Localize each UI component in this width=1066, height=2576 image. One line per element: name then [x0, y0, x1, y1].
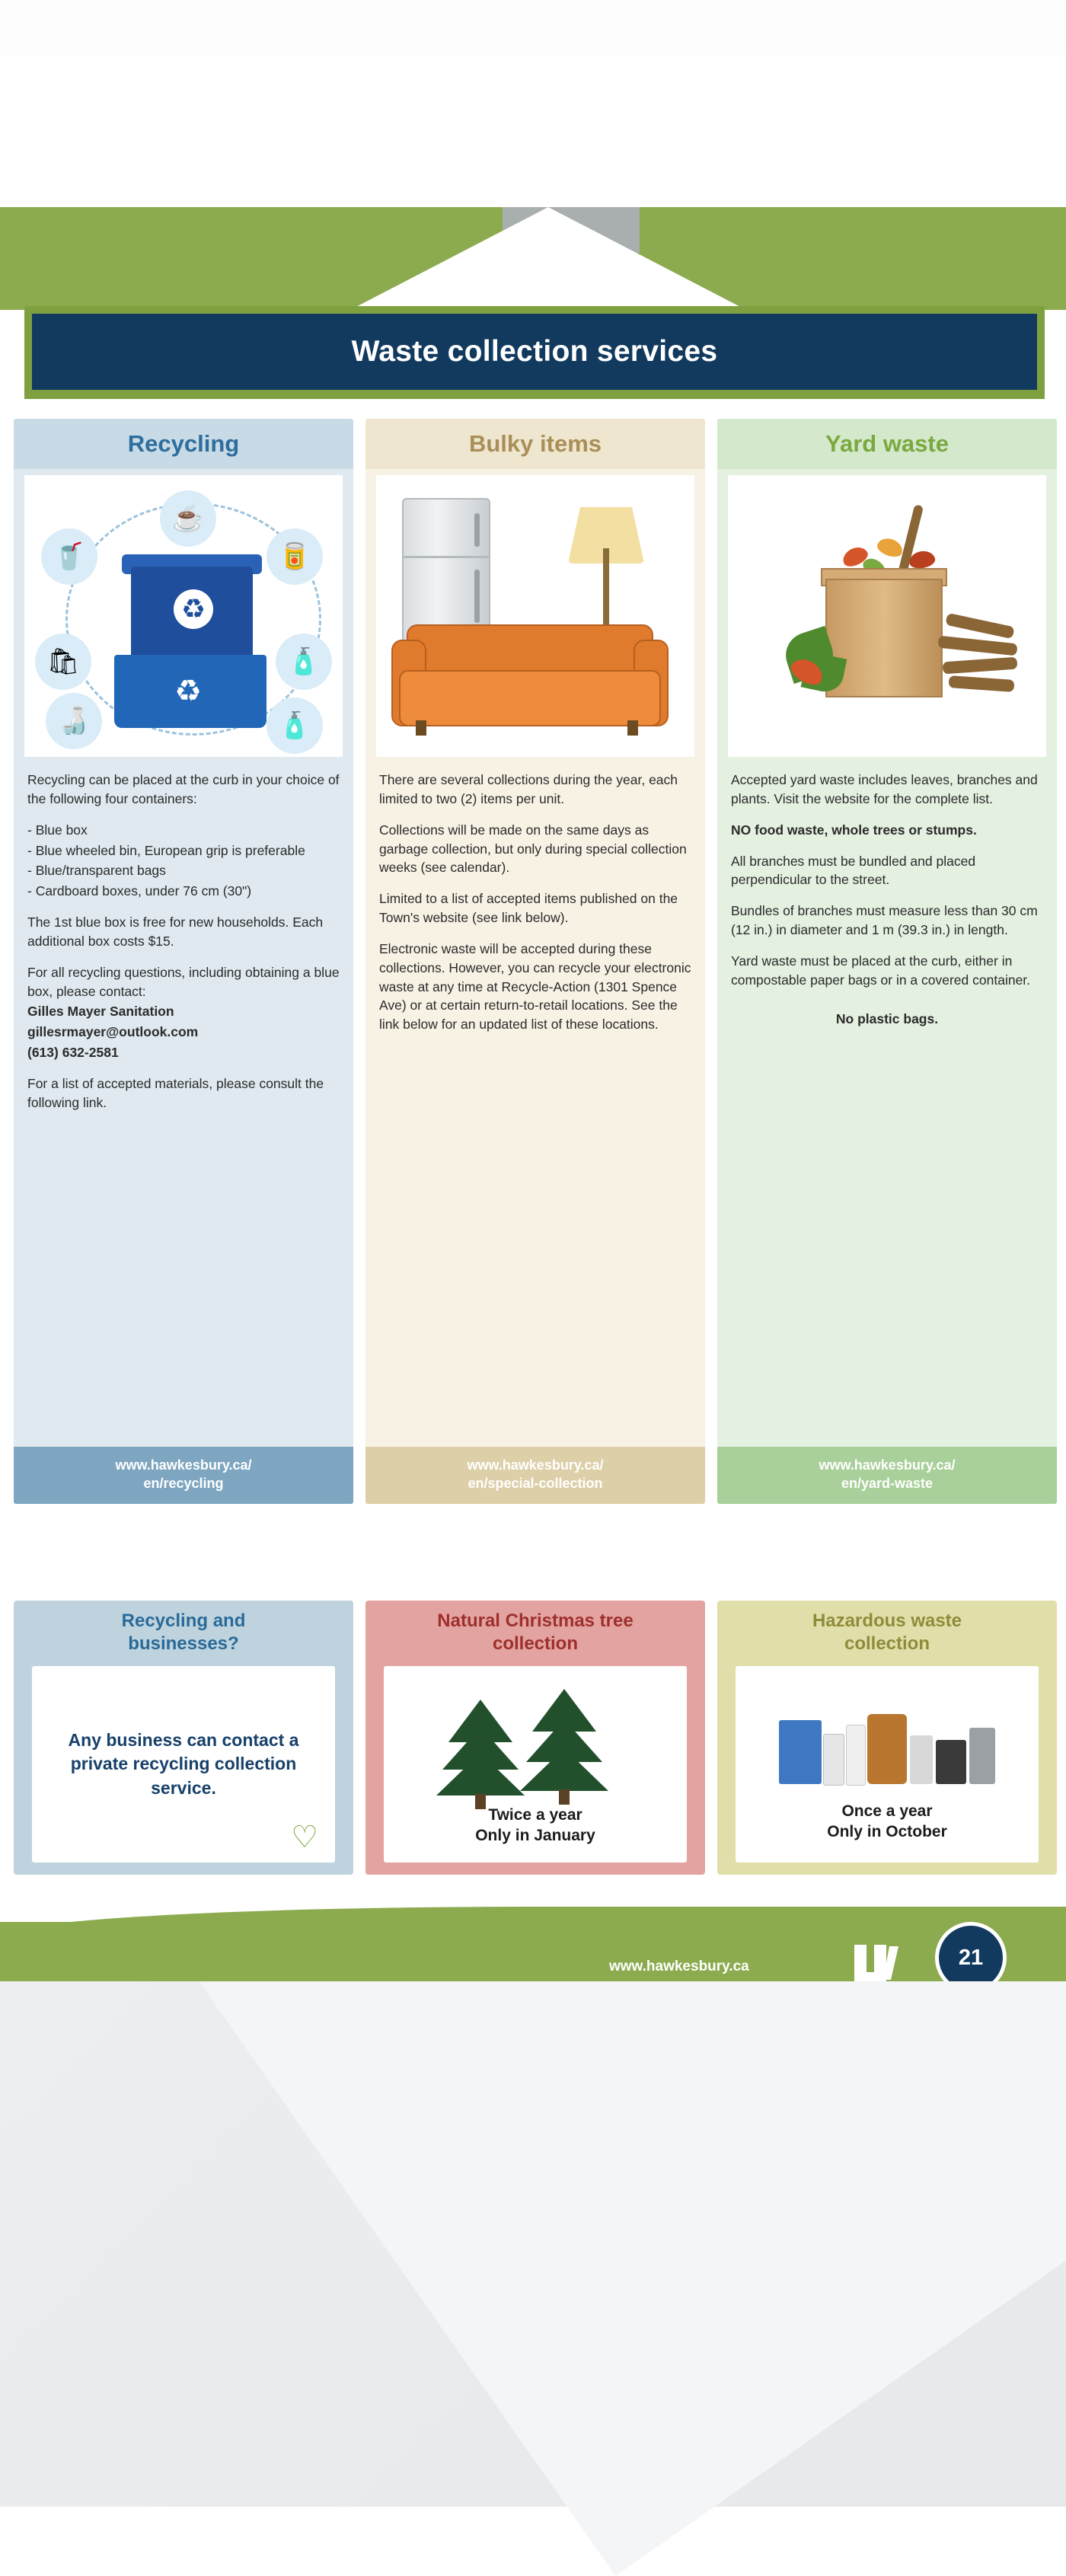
bulky-para-4: Electronic waste will be accepted during these collections. However, you can recycle your electronic waste at any time at Recycle-Action (1301 Spence Ave) or at certain return-to-retail locations. See the link below for an updated list of these locations. — [379, 940, 691, 1033]
yard-link-line1: www.hawkesbury.ca/ — [819, 1457, 956, 1473]
column-bulky-header: Bulky items — [365, 419, 705, 469]
yard-no-plastic-bags: No plastic bags. — [835, 1010, 939, 1026]
recycling-materials-note: For a list of accepted materials, please consult the following link. — [27, 1075, 324, 1110]
bottle-icon-2 — [846, 1725, 866, 1786]
branch-log-2 — [937, 636, 1017, 656]
spray-can-icon — [823, 1734, 844, 1786]
recycling-link[interactable] — [14, 1447, 353, 1504]
recycling-option-2: - Blue wheeled bin, European grip is preferable — [27, 842, 305, 858]
yard-para-5: Yard waste must be placed at the curb, either in compostable paper bags or in a covered container. — [731, 953, 1031, 988]
oil-jug-icon — [867, 1714, 907, 1784]
bulky-link-line2: en/special-collection — [468, 1476, 603, 1492]
bulky-para-3: Limited to a list of accepted items published on the Town's website (see link below). — [379, 891, 678, 926]
paint-can-icon — [779, 1720, 822, 1784]
column-yard-waste — [717, 419, 1057, 1504]
can-icon: 🥫 — [266, 528, 323, 585]
column-recycling-body — [14, 757, 353, 1447]
box-hazardous-waste-inner — [736, 1666, 1039, 1863]
branch-log-1 — [945, 613, 1014, 639]
box-hazardous-waste-caption — [827, 1801, 947, 1843]
column-bulky-body — [365, 757, 705, 1447]
yard-para-4: Bundles of branches must measure less than 30 cm (12 in.) in diameter and 1 m (39.3 in.) in length. — [731, 903, 1038, 938]
box-recycling-businesses-title-line1: Recycling and — [121, 1610, 246, 1631]
christmas-trees-icon — [429, 1683, 642, 1797]
branch-log-4 — [949, 675, 1015, 692]
box-recycling-businesses-body: Any business can contact a private recycling collection service. — [68, 1730, 299, 1798]
furniture-appliance-illustration — [376, 475, 694, 757]
box-christmas-tree-inner — [384, 1666, 687, 1863]
sofa-leg-left — [416, 720, 426, 736]
branch-log-3 — [943, 657, 1018, 675]
yard-para-3: All branches must be bundled and placed perpendicular to the street. — [731, 853, 976, 888]
paper-yard-waste-bag-illustration — [728, 475, 1046, 757]
footer-url[interactable]: www.hawkesbury.ca — [609, 1958, 749, 1974]
box-christmas-tree-caption-line2: Only in January — [475, 1827, 595, 1844]
box-hazardous-waste — [717, 1601, 1057, 1875]
bulky-para-1: There are several collections during the year, each limited to two (2) items per unit. — [379, 772, 678, 806]
plastic-bottle-icon: 🍶 — [46, 693, 102, 749]
sofa-leg-right — [627, 720, 638, 736]
paper-bag-body — [825, 579, 943, 697]
bulky-link[interactable] — [365, 1447, 705, 1504]
bottom-boxes — [14, 1601, 1057, 1875]
recycle-symbol-icon: ♻ — [174, 589, 213, 629]
box-recycling-businesses-inner — [32, 1666, 335, 1863]
household-hazardous-products-icon — [773, 1687, 1001, 1793]
column-recycling — [14, 419, 353, 1504]
page-title — [32, 314, 1037, 390]
footer-band — [0, 1922, 1066, 1981]
coffee-cup-icon: ☕ — [160, 490, 216, 547]
yard-link-line2: en/yard-waste — [841, 1476, 934, 1492]
bag-icon: 🛍 — [35, 634, 91, 690]
box-hazardous-waste-caption-line1: Once a year — [841, 1802, 933, 1820]
box-christmas-tree — [365, 1601, 705, 1875]
blue-box-recycle-symbol-icon: ♻ — [174, 675, 202, 708]
main-columns — [14, 419, 1057, 1504]
yard-para-1: Accepted yard waste includes leaves, branches and plants. Visit the website for the complete list. — [731, 772, 1038, 806]
recycling-link-line1: www.hawkesbury.ca/ — [115, 1457, 252, 1473]
box-christmas-tree-caption — [475, 1805, 595, 1847]
battery-icon — [936, 1740, 966, 1784]
box-hazardous-waste-caption-line2: Only in October — [827, 1823, 947, 1840]
leaf-yellow-1 — [875, 535, 905, 560]
recycling-contact-email[interactable]: gillesrmayer@outlook.com — [27, 1024, 199, 1040]
recycling-contact-company: Gilles Mayer Sanitation — [27, 1004, 174, 1020]
recycling-option-1: - Blue box — [27, 822, 88, 838]
cup-icon: 🥤 — [41, 528, 97, 585]
column-bulky-items — [365, 419, 705, 1504]
box-christmas-tree-title-line2: collection — [492, 1633, 579, 1654]
document-page — [0, 55, 1066, 1981]
recycling-contact-phone: (613) 632-2581 — [27, 1045, 119, 1061]
bulky-link-line1: www.hawkesbury.ca/ — [467, 1457, 604, 1473]
background-top-strip — [0, 0, 1066, 55]
can-icon-2 — [910, 1735, 933, 1784]
recycling-option-4: - Cardboard boxes, under 76 cm (30") — [27, 883, 252, 899]
heart-recycle-icon: ♡ — [291, 1821, 318, 1854]
column-yard-header: Yard waste — [717, 419, 1057, 469]
page-number-badge: 21 — [935, 1922, 1007, 1981]
page-title-text: Waste collection services — [351, 335, 718, 368]
fridge-handle-top — [474, 513, 480, 547]
yard-no-food-waste: NO food waste, whole trees or stumps. — [731, 822, 977, 838]
bottle-icon: 🧴 — [276, 634, 332, 690]
town-logo-icon — [851, 1942, 902, 1981]
recycling-link-line2: en/recycling — [143, 1476, 224, 1492]
box-christmas-tree-title-line1: Natural Christmas tree — [437, 1610, 634, 1631]
box-recycling-businesses-title-line2: businesses? — [128, 1633, 239, 1654]
column-yard-body — [717, 757, 1057, 1447]
propane-tank-icon — [969, 1728, 995, 1784]
yard-link[interactable] — [717, 1447, 1057, 1504]
bulky-para-2: Collections will be made on the same days as garbage collection, but only during special collection weeks (see calendar). — [379, 822, 687, 876]
box-christmas-tree-caption-line1: Twice a year — [488, 1805, 582, 1824]
recycling-intro: Recycling can be placed at the curb in your choice of the following four containers: — [27, 772, 340, 806]
box-hazardous-waste-title-line1: Hazardous waste — [812, 1610, 962, 1631]
fridge-handle-bottom — [474, 570, 480, 623]
column-recycling-header: Recycling — [14, 419, 353, 469]
sofa-seat — [399, 670, 661, 726]
box-recycling-businesses-title — [14, 1601, 353, 1660]
recycling-box-cost: The 1st blue box is free for new households. Each additional box costs $15. — [27, 915, 324, 949]
recycling-option-3: - Blue/transparent bags — [27, 863, 166, 879]
spray-bottle-icon: 🧴 — [266, 697, 323, 754]
box-hazardous-waste-title-line2: collection — [844, 1633, 930, 1654]
masthead-white-wedge — [350, 207, 746, 310]
box-recycling-businesses — [14, 1601, 353, 1875]
recycling-contact-intro: For all recycling questions, including obtaining a blue box, please contact: — [27, 964, 340, 999]
recycling-bin-illustration — [24, 475, 343, 757]
box-christmas-tree-title — [365, 1601, 705, 1660]
box-hazardous-waste-title — [717, 1601, 1057, 1660]
